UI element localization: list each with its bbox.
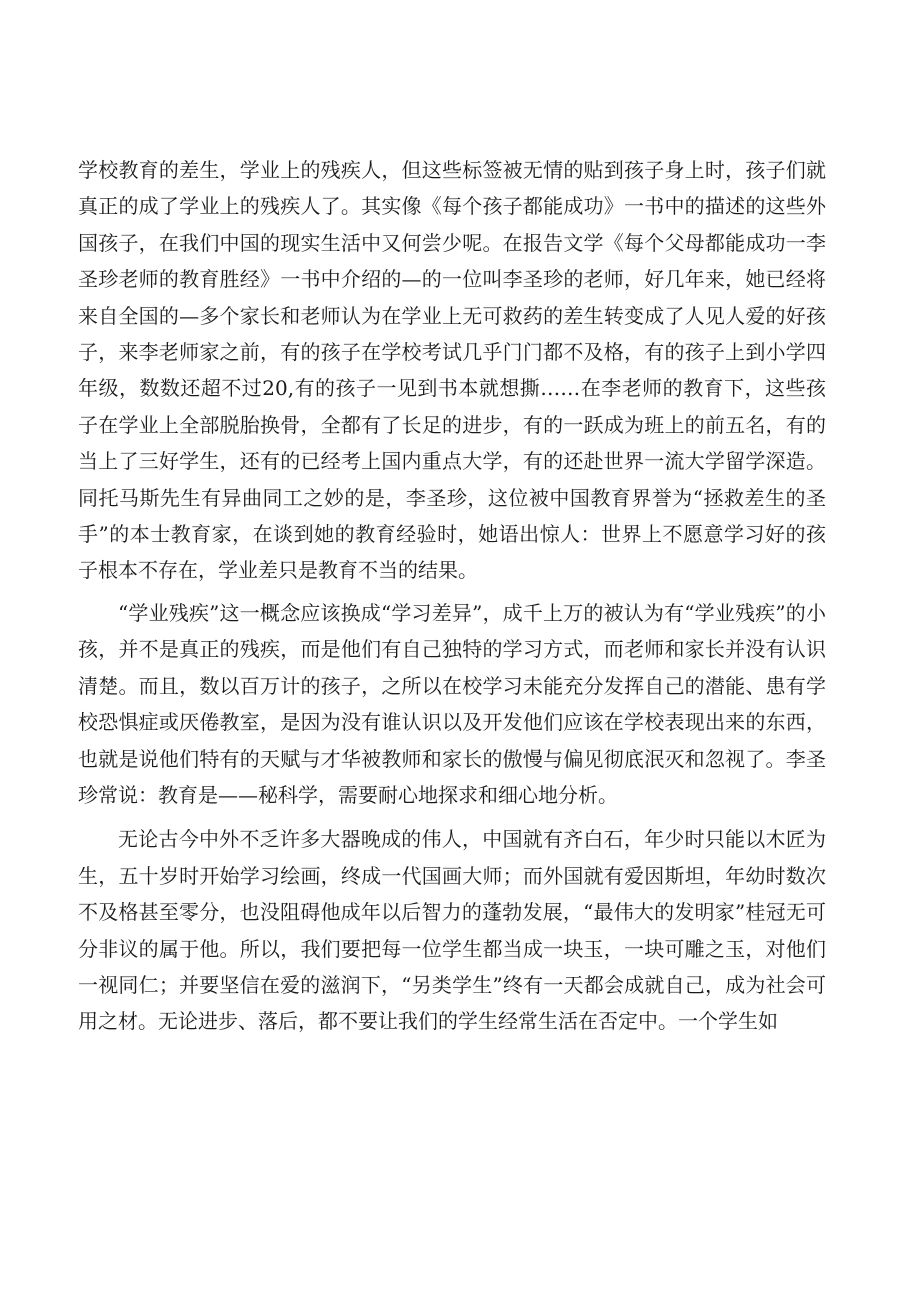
paragraph-3: 无论古今中外不乏许多大器晚成的伟人，中国就有齐白石，年少时只能以木匠为生，五十岁时开始学习绘画，终成一代国画大师；而外国就有爱因斯坦，年幼时数次不及格甚至零分，也没阻碍他成年以后智力的蓬勃发展，“最伟大的发明家”桂冠无可分非议的属于他。所以，我们要把每一位学生都当成一块玉，一块可雕之玉，对他们一视同仁；并要坚信在爱的滋润下，“另类学生”终有一天都会成就自己，成为社会可用之材。无论进步、落后，都不要让我们的学生经常生活在否定中。一个学生如 [78, 827, 826, 1034]
paragraph-1: 学校教育的差生，学业上的残疾人，但这些标签被无情的贴到孩子身上时，孩子们就真正的成了学业上的残疾人了。其实像《每个孩子都能成功》一书中的描述的这些外国孩子，在我们中国的现实生活中又何尝少呢。在报告文学《每个父母都能成功一李圣珍老师的教育胜经》一书中介绍的—的一位叫李圣珍的老师，好几年来，她已经将来自全国的—多个家长和老师认为在学业上无可救药的差生转变成了人见人爱的好孩子，来李老师家之前，有的孩子在学校考试几乎门门都不及格，有的孩子上到小学四年级，数数还超不过20,有的孩子一见到书本就想撕……在李老师的教育下，这些孩子在学业上全部脱胎换骨，全都有了长足的进步，有的一跃成为班上的前五名，有的当上了三好学生，还有的已经考上国内重点大学，有的还赴世界一流大学留学深造。同托马斯先生有异曲同工之妙的是，李圣珍，这位被中国教育界誉为“拯救差生的圣手”的本士教育家，在谈到她的教育经验时，她语出惊人：世界上不愿意学习好的孩子根本不存在，学业差只是教育不当的结果。 [78, 158, 826, 583]
paragraph-2: “学业残疾”这一概念应该换成“学习差异”，成千上万的被认为有“学业残疾”的小孩，并不是真正的残疾，而是他们有自己独特的学习方式，而老师和家长并没有认识清楚。而且，数以百万计的孩子，之所以在校学习未能充分发挥自己的潜能、患有学校恐惧症或厌倦教室，是因为没有谁认识以及开发他们应该在学校表现出来的东西，也就是说他们特有的天赋与才华被教师和家长的傲慢与偏见彻底泯灭和忽视了。李圣珍常说：教育是——秘科学，需要耐心地探求和细心地分析。 [78, 600, 826, 807]
document-body [78, 152, 826, 1046]
